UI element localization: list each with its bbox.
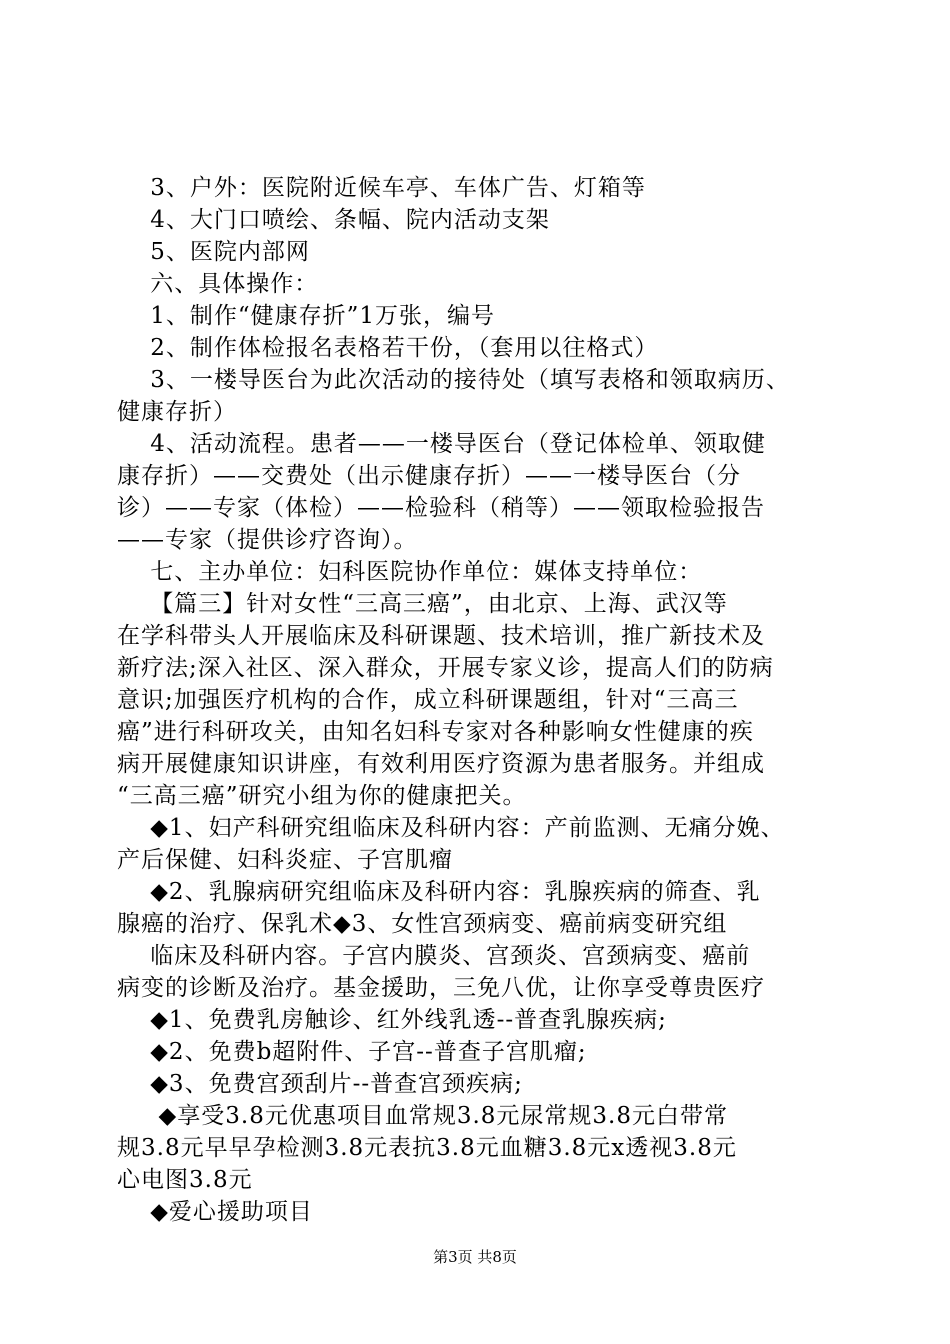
text-line: 【篇三】针对女性“三高三癌”，由北京、上海、武汉等 [117,591,728,617]
text-line: 康存折）——交费处（出示健康存折）——一楼导医台（分 [117,463,741,489]
text-line: 癌”进行科研攻关，由知名妇科专家对各种影响女性健康的疾 [117,719,754,745]
text-line: “三高三癌”研究小组为你的健康把关。 [117,783,527,809]
bullet-line: ◆享受3.8元优惠项目血常规3.8元尿常规3.8元白带常 [117,1103,728,1129]
bullet-line: ◆3、免费宫颈刮片--普查宫颈疾病; [117,1071,523,1097]
text-line: 诊）——专家（体检）——检验科（稍等）——领取检验报告 [117,495,765,521]
text-line: 2、制作体检报名表格若干份，（套用以往格式） [117,335,659,361]
text-line: 腺癌的治疗、保乳术◆3、女性宫颈病变、癌前病变研究组 [117,911,728,937]
text-line: 3、户外：医院附近候车亭、车体广告、灯箱等 [117,175,646,201]
text-line: 4、大门口喷绘、条幅、院内活动支架 [117,207,550,233]
bullet-line: ◆1、妇产科研究组临床及科研内容：产前监测、无痛分娩、 [117,815,785,841]
text-line: 病变的诊断及治疗。基金援助，三免八优，让你享受尊贵医疗 [117,975,765,1001]
text-line: 病开展健康知识讲座，有效利用医疗资源为患者服务。并组成 [117,751,765,777]
text-line: 临床及科研内容。子宫内膜炎、宫颈炎、宫颈病变、癌前 [117,943,751,969]
text-line: 心电图3.8元 [117,1167,253,1193]
text-line: 产后保健、妇科炎症、子宫肌瘤 [117,847,453,873]
text-line: 1、制作“健康存折”1万张，编号 [117,303,496,329]
text-line: 5、医院内部网 [117,239,310,265]
section-heading: 六、具体操作： [117,271,319,297]
text-line: 4、活动流程。患者——一楼导医台（登记体检单、领取健 [117,431,766,457]
text-line: 新疗法;深入社区、深入群众，开展专家义诊，提高人们的防病 [117,655,774,681]
text-line: 在学科带头人开展临床及科研课题、技术培训，推广新技术及 [117,623,765,649]
text-line: 健康存折） [117,399,237,425]
text-line: 意识;加强医疗机构的合作，成立科研课题组，针对“三高三 [117,687,739,713]
bullet-line: ◆爱心援助项目 [117,1199,313,1225]
text-line: 3、一楼导医台为此次活动的接待处（填写表格和领取病历、 [117,367,790,393]
bullet-line: ◆2、乳腺病研究组临床及科研内容：乳腺疾病的筛查、乳 [117,879,761,905]
section-heading: 七、主办单位：妇科医院协作单位：媒体支持单位： [117,559,703,585]
text-line: ——专家（提供诊疗咨询）。 [117,527,418,553]
text-line: 规3.8元早早孕检测3.8元表抗3.8元血糖3.8元x透视3.8元 [117,1135,737,1161]
bullet-line: ◆2、免费b超附件、子宫--普查子宫肌瘤; [117,1039,587,1065]
document-body [117,172,837,1228]
page-number-footer: 第3页 共8页 [433,1248,517,1266]
bullet-line: ◆1、免费乳房触诊、红外线乳透--普查乳腺疾病; [117,1007,667,1033]
